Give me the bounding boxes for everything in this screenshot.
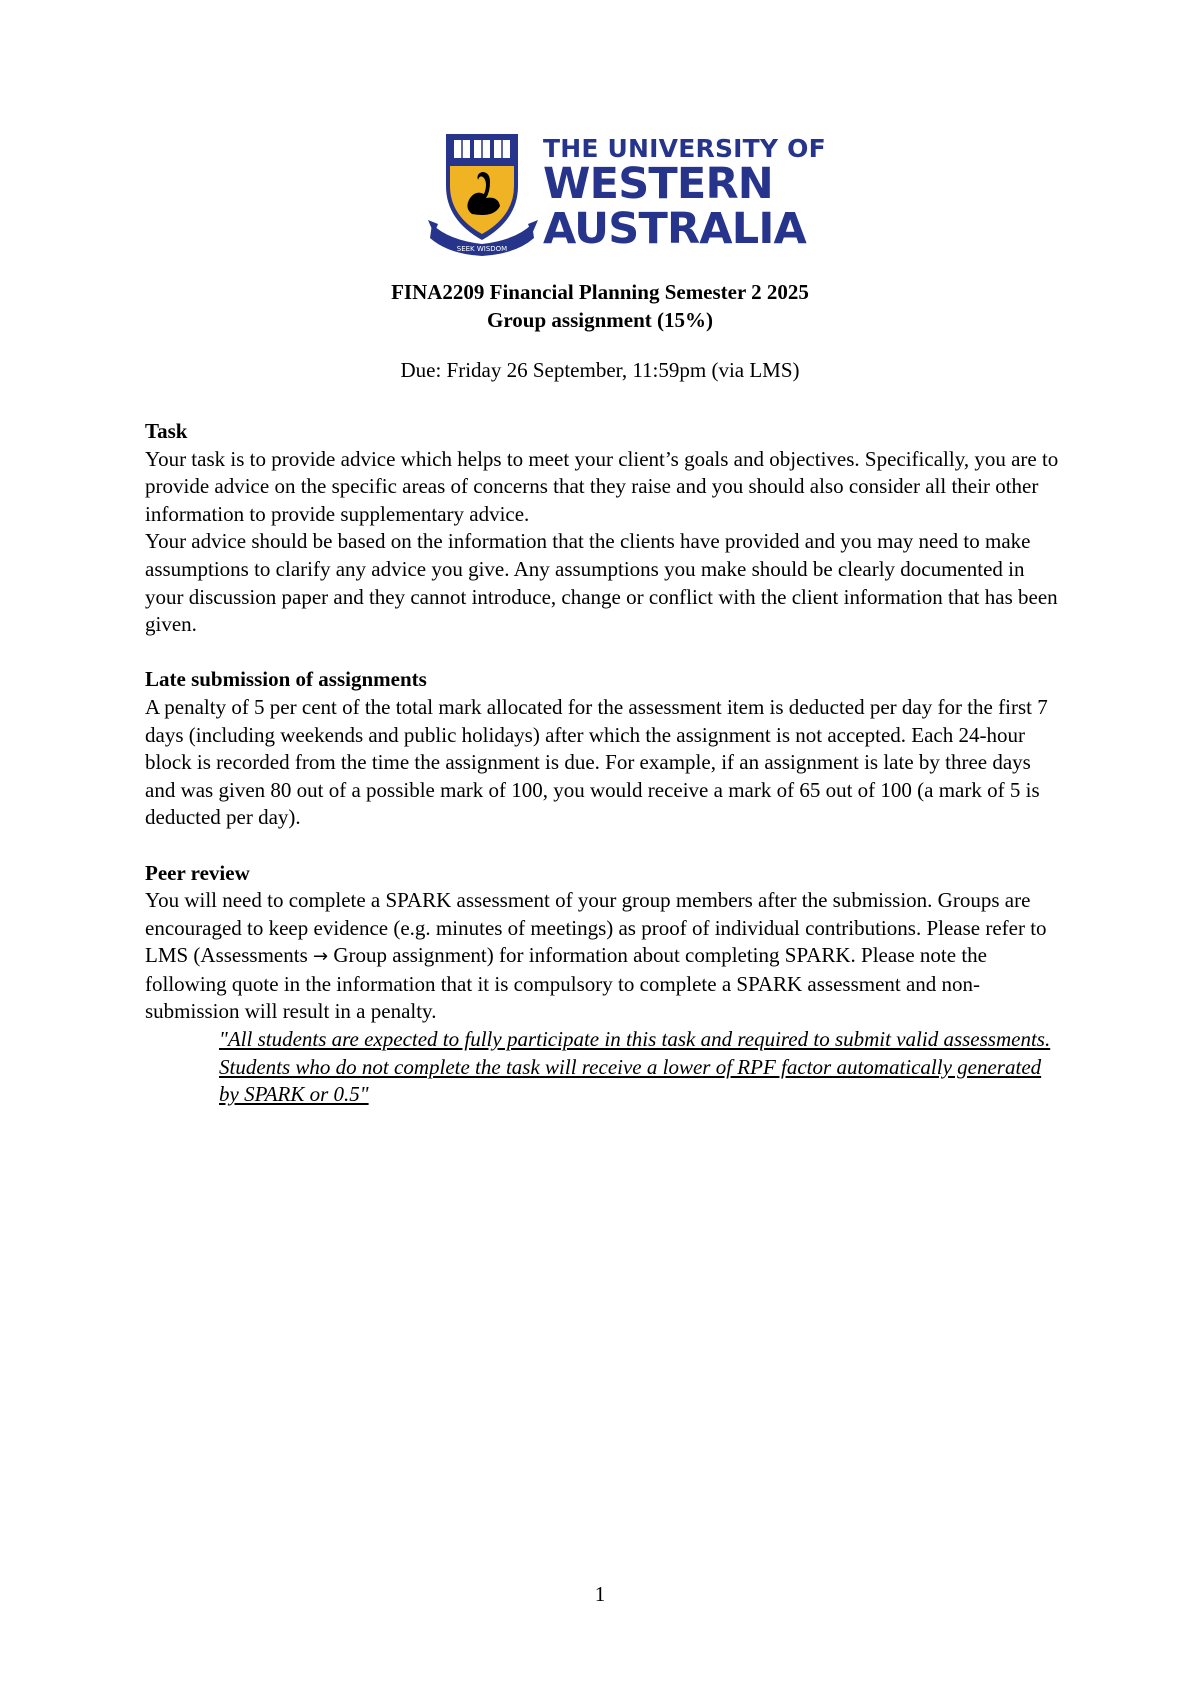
document-header: [0, 278, 1200, 384]
course-title: FINA2209 Financial Planning Semester 2 2025: [391, 280, 809, 304]
logo-wordmark-line3: AUSTRALIA: [543, 204, 807, 254]
logo-wordmark-line1: THE UNIVERSITY OF: [543, 134, 826, 163]
page-number: 1: [594, 1582, 606, 1606]
late-submission-paragraph: A penalty of 5 per cent of the total mark allocated for the assessment item is deducted per day for the first 7 days (including weekends and public holidays) after which the assignment is not accepted. Each 24-hour block is recorded from the time the assignment is due. For example, if an assignment is late by three days and was given 80 out of a possible mark of 100, you would receive a mark of 65 out of 100 (a mark of 5 is deducted per day).: [145, 694, 1048, 830]
crest-icon: [428, 128, 538, 258]
peer-review-paragraph: [145, 887, 1065, 1026]
peer-review-section: [145, 860, 1065, 1109]
logo-wordmark-line2: WESTERN: [543, 159, 773, 209]
document-body: [145, 418, 1065, 1109]
late-submission-heading: Late submission of assignments: [145, 667, 427, 692]
spark-quote: "All students are expected to fully participate in this task and required to submit valid assessments. Students who do not complete the task will receive a lower of RPF factor automatically generated by SPARK or 0.5": [219, 1027, 1051, 1107]
task-heading: Task: [145, 419, 188, 443]
task-paragraph-2: Your advice should be based on the information that the clients have provided and you may need to make assumptions to clarify any advice you give. Any assumptions you make should be clearly documented in your discussion paper and they cannot introduce, change or conflict with the client information that has been given.: [145, 529, 1058, 637]
university-logo: [428, 128, 826, 258]
right-arrow-icon: →: [313, 946, 329, 968]
peer-review-text-after: Group assignment) for information about completing SPARK. Please note the following quote in the information that it is compulsory to complete a SPARK assessment and non-submission will result in a penalty.: [145, 943, 987, 1024]
peer-review-text-before: You will need to complete a SPARK assessment of your group members after the submission. Groups are encouraged to keep evidence (e.g. minutes of meetings) as proof of individual contributions. Please refer to LMS (Assessments: [145, 888, 1047, 968]
due-date: Due: Friday 26 September, 11:59pm (via LMS): [400, 358, 800, 382]
peer-review-heading: Peer review: [145, 860, 250, 885]
task-paragraph-1: Your task is to provide advice which helps to meet your client’s goals and objectives. Specifically, you are to provide advice on the specific areas of concerns that they raise and you should also consider all their other information to provide supplementary advice.: [145, 446, 1059, 526]
logo-motto: SEEK WISDOM: [456, 245, 508, 253]
logo-wordmark: [543, 128, 826, 254]
assignment-title: Group assignment (15%): [487, 308, 713, 332]
task-section: [145, 418, 1065, 639]
late-submission-section: [145, 666, 1065, 832]
